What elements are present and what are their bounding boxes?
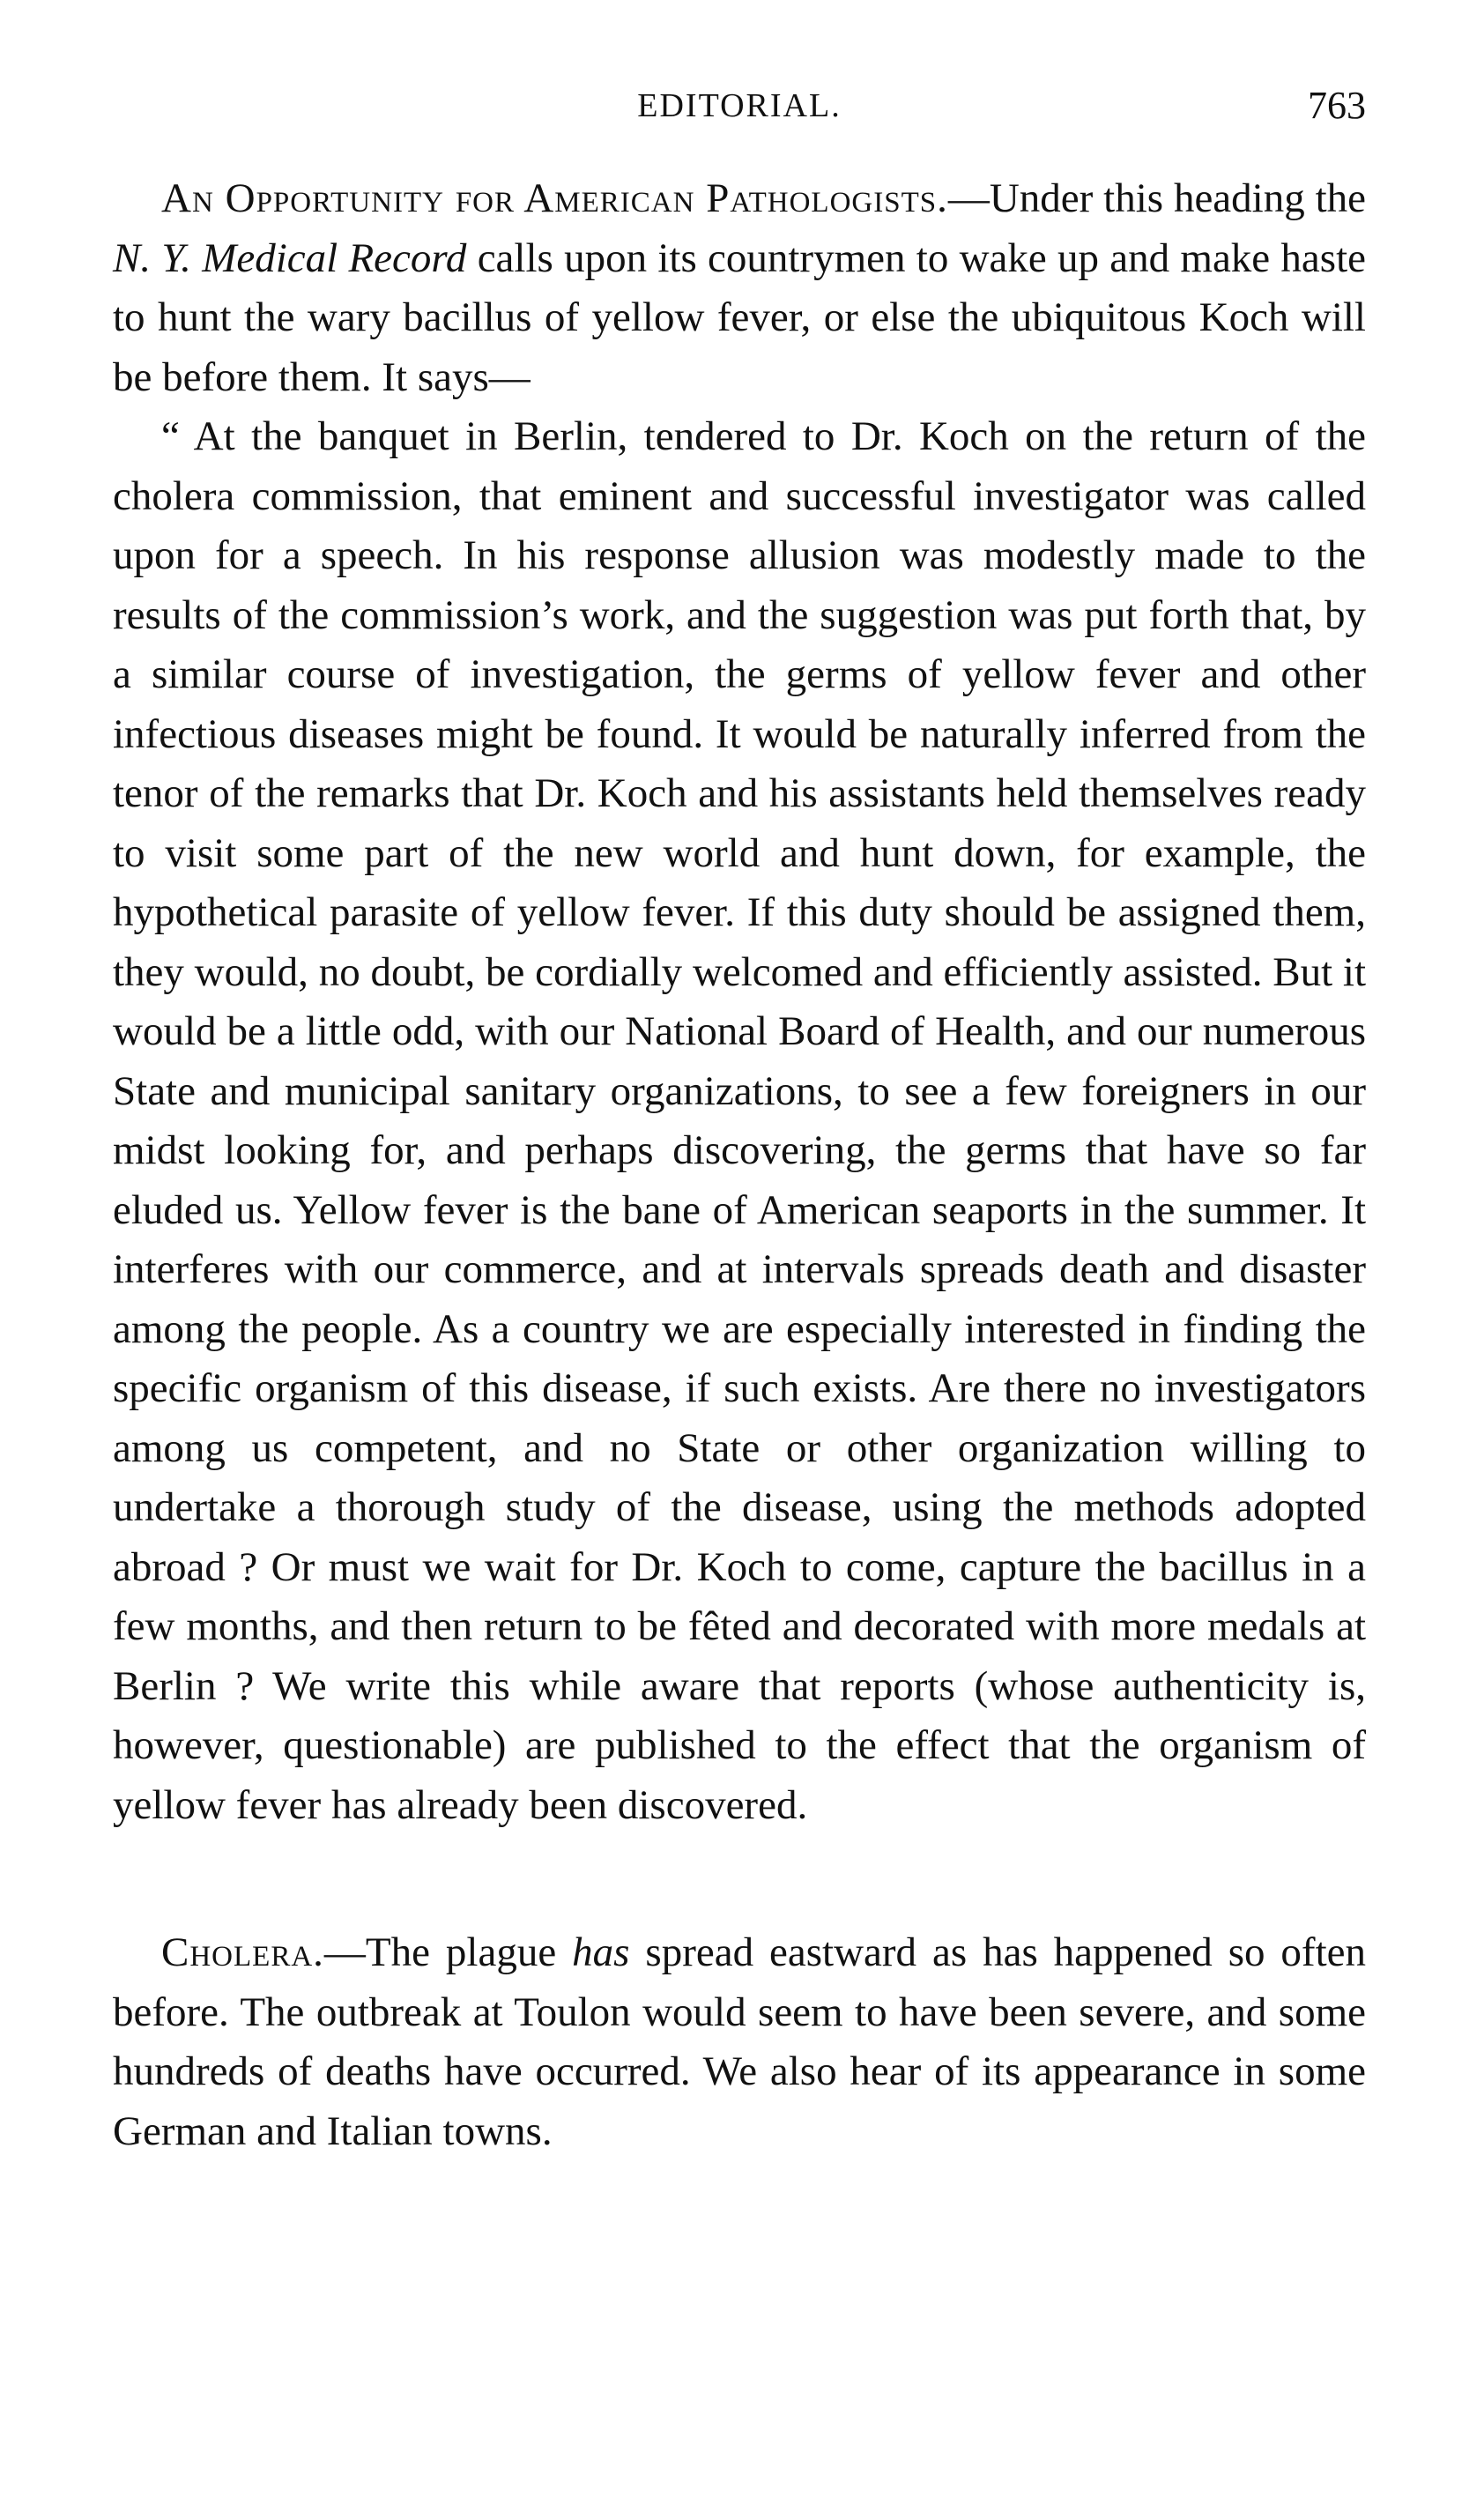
running-head xyxy=(113,86,1366,139)
article-opportunity-intro xyxy=(113,169,1366,407)
article-opportunity-heading: An Opportunity for American Pathologists. xyxy=(161,175,948,221)
cholera-emphasis: has xyxy=(572,1929,630,1975)
cholera-text-before-emphasis: —The plague xyxy=(323,1929,573,1975)
section-gap xyxy=(113,1835,1366,1923)
running-title: EDITORIAL. xyxy=(637,87,842,124)
page-number: 763 xyxy=(1308,84,1366,127)
intro-after-source: calls upon its countrymen to wake up and make haste to hunt the wary bacillus of yellow fever, or else the ubiquitous Koch will be before them. It says— xyxy=(113,234,1367,400)
article-cholera-heading: Cholera. xyxy=(161,1929,324,1975)
source-journal-title: N. Y. Medical Record xyxy=(113,234,467,281)
quoted-passage: “ At the banquet in Berlin, tendered to Dr. Koch on the return of the cholera commission, that eminent and successful investigator was called upon for a speech. In his response allusion was modestly made to the results of the commission’s work, and the suggestion was put forth that, by a similar course of investigation, the germs of yellow fever and other infectious diseases might be found. It would be naturally inferred from the tenor of the remarks that Dr. Koch and his assistants held themselves ready to visit some part of the new world and hunt down, for example, the hypothetical parasite of yellow fever. If this duty should be assigned them, they would, no doubt, be cordially welcomed and efficiently assisted. But it would be a little odd, with our National Board of Health, and our numerous State and municipal sanitary organizations, to see a few foreigners in our midst looking for, and perhaps discovering, the germs that have so far eluded us. Yellow fever is the bane of American seaports in the summer. It interferes with our commerce, and at intervals spreads death and disaster among the people. As a country we are especially interested in finding the specific organism of this disease, if such exists. Are there no investigators among us competent, and no State or other organization willing to undertake a thorough study of the disease, using the methods adopted abroad ? Or must we wait for Dr. Koch to come, capture the bacillus in a few months, and then return to be fêted and decorated with more medals at Berlin ? We write this while aware that reports (whose authenticity is, however, questionable) are published to the effect that the organism of yellow fever has already been discovered. xyxy=(113,413,1366,1828)
intro-before-source: —Under this heading the xyxy=(947,175,1367,221)
cholera-text-after-emphasis: spread eastward as has happened so often before. The outbreak at Toulon would seem to have been severe, and some hundreds of deaths have occurred. We also hear of its appearance in some German and Italian towns. xyxy=(113,1929,1367,2154)
text-column xyxy=(113,169,1366,2161)
article-cholera xyxy=(113,1923,1366,2161)
